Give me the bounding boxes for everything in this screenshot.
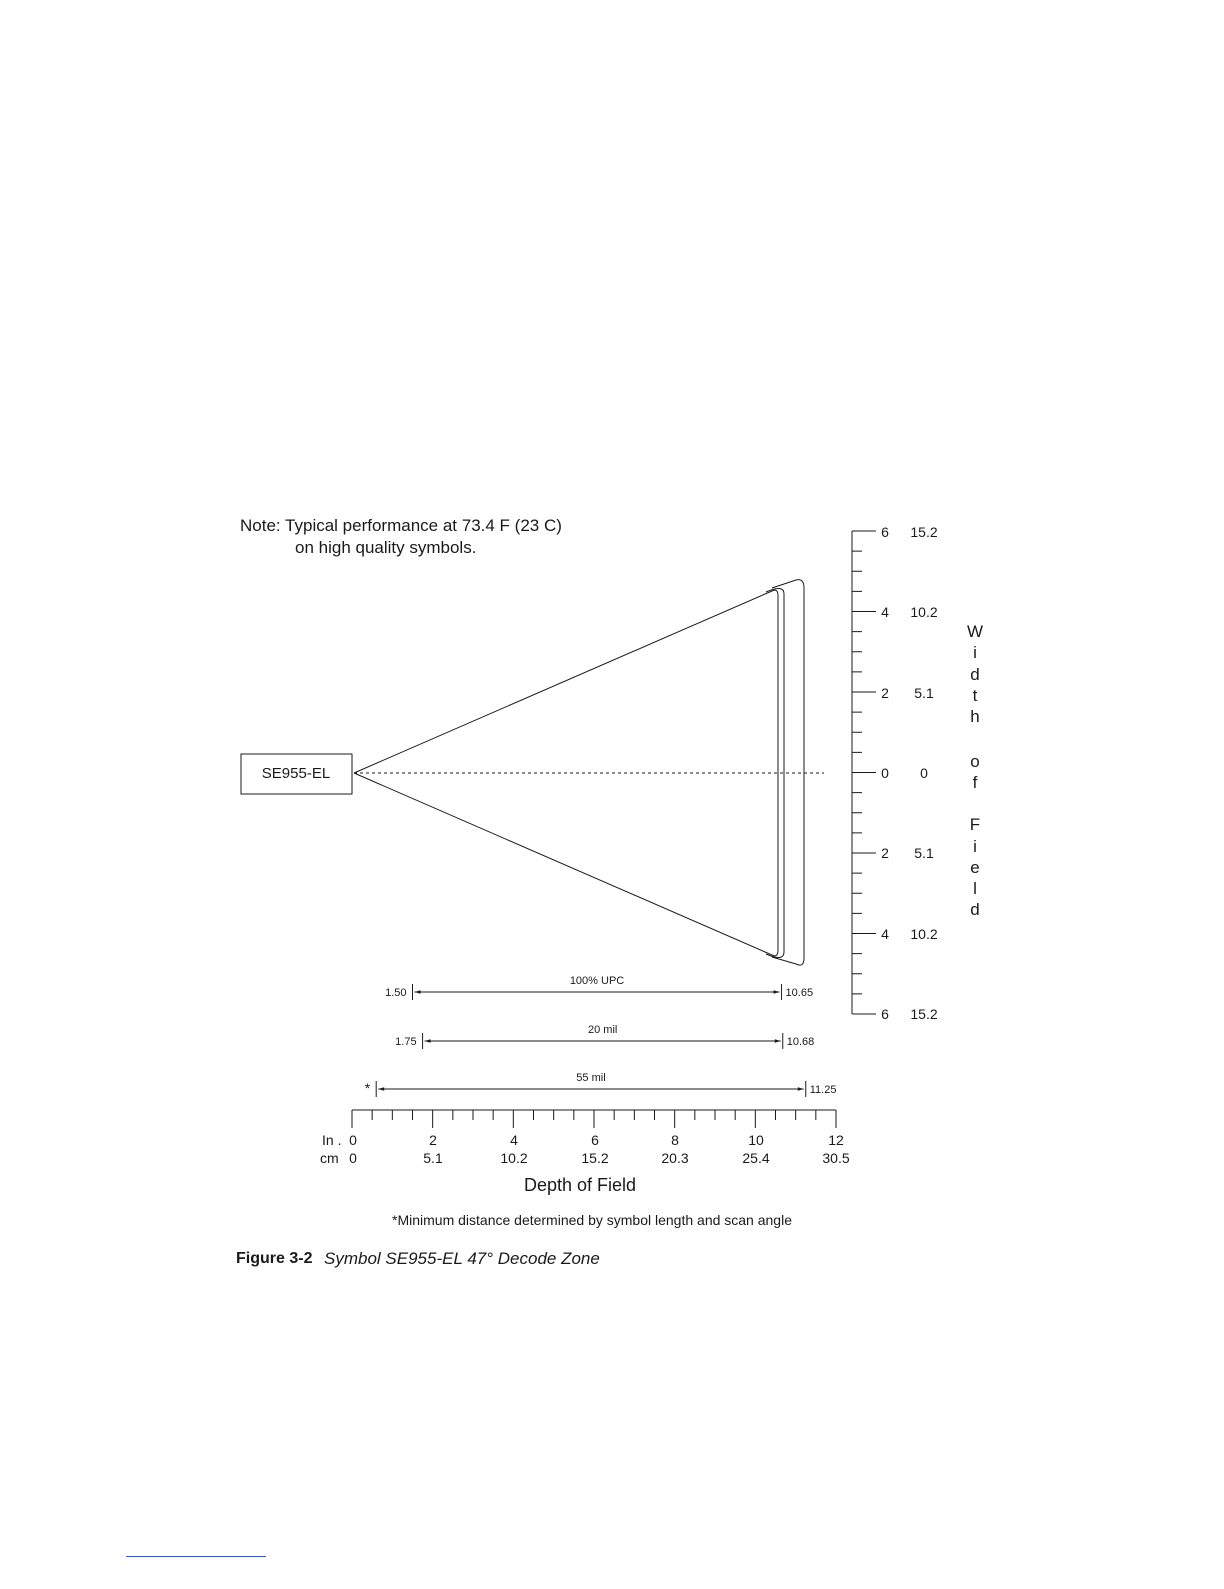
width-tick-label-cm: 15.2	[910, 524, 938, 540]
width-title-letter: l	[973, 879, 977, 898]
width-tick-label-cm: 10.2	[910, 604, 938, 620]
width-of-field-axis	[852, 531, 876, 1014]
width-tick-labels-cm	[910, 524, 937, 1022]
width-title-letter: W	[966, 622, 984, 641]
width-axis-title	[967, 622, 983, 919]
note-line-1: Note: Typical performance at 73.4 F (23 C)	[240, 516, 562, 535]
figure-number: Figure 3-2	[236, 1250, 313, 1267]
range-start-label: 1.75	[395, 1036, 417, 1048]
range-end-label: 10.68	[786, 1036, 815, 1048]
width-title-letter: o	[970, 752, 980, 771]
depth-unit-cm: cm	[320, 1150, 339, 1166]
width-tick-label-in: 4	[881, 926, 889, 942]
width-title-letter: t	[972, 686, 978, 705]
depth-tick-labels-in	[349, 1132, 844, 1148]
depth-tick-label-cm: 0	[349, 1150, 357, 1166]
depth-tick-label-in: 8	[671, 1132, 679, 1148]
footnote: *Minimum distance determined by symbol length and scan angle	[392, 1212, 792, 1228]
width-tick-label-in: 2	[881, 685, 889, 701]
depth-tick-label-in: 6	[591, 1132, 599, 1148]
scanner-label: SE955-EL	[261, 765, 331, 782]
range-name: 55 mil	[576, 1072, 606, 1084]
note-line-2: on high quality symbols.	[295, 538, 477, 557]
width-tick-label-cm: 10.2	[910, 926, 938, 942]
range-55-mil	[365, 1072, 837, 1097]
depth-tick-label-cm: 30.5	[822, 1150, 850, 1166]
width-title-letter: e	[970, 858, 980, 877]
width-tick-label-cm: 5.1	[914, 845, 934, 861]
footer-rule	[126, 1556, 266, 1557]
width-tick-label-in: 6	[881, 1006, 889, 1022]
depth-tick-labels-cm	[349, 1150, 850, 1166]
range-end-label: 11.25	[809, 1084, 837, 1096]
width-tick-label-cm: 15.2	[910, 1006, 938, 1022]
depth-of-field-axis	[352, 1110, 836, 1128]
range-name: 20 mil	[587, 1024, 618, 1036]
scan-fan	[354, 580, 804, 965]
depth-axis-title: Depth of Field	[523, 1175, 637, 1195]
range-20-mil	[395, 1024, 814, 1049]
depth-tick-label-cm: 5.1	[423, 1150, 443, 1166]
width-title-letter: i	[973, 643, 977, 662]
range-start-label: 1.50	[385, 987, 407, 999]
depth-tick-label-cm: 20.3	[661, 1150, 689, 1166]
width-title-letter: d	[970, 665, 980, 684]
depth-tick-label-in: 4	[510, 1132, 518, 1148]
fan-lower-edge	[354, 773, 772, 955]
width-tick-label-in: 6	[881, 524, 889, 540]
width-title-letter: f	[972, 773, 978, 792]
width-title-letter: i	[973, 837, 977, 856]
range-100-upc	[385, 975, 813, 1000]
fan-upper-edge	[354, 591, 772, 773]
width-tick-label-in: 0	[881, 765, 889, 781]
width-tick-label-cm: 0	[920, 765, 928, 781]
figure-title: Symbol SE955-EL 47° Decode Zone	[324, 1249, 600, 1268]
range-name: 100% UPC	[569, 975, 625, 987]
depth-tick-label-cm: 10.2	[500, 1150, 528, 1166]
width-tick-label-cm: 5.1	[914, 685, 934, 701]
range-end-label: 10.65	[785, 987, 814, 999]
depth-unit-in: In .	[322, 1132, 342, 1148]
width-title-letter: h	[970, 707, 980, 726]
width-title-letter: d	[970, 900, 980, 919]
width-tick-label-in: 2	[881, 845, 889, 861]
depth-tick-label-cm: 25.4	[742, 1150, 770, 1166]
depth-tick-label-in: 2	[429, 1132, 437, 1148]
width-tick-label-in: 4	[881, 604, 889, 620]
width-tick-labels-in	[881, 524, 889, 1022]
depth-tick-label-cm: 15.2	[581, 1150, 609, 1166]
depth-tick-label-in: 0	[349, 1132, 357, 1148]
decode-boundary-outer	[772, 580, 804, 965]
depth-tick-label-in: 12	[828, 1132, 844, 1148]
depth-tick-label-in: 10	[748, 1132, 764, 1148]
range-start-label: *	[364, 1080, 371, 1096]
width-title-letter: F	[969, 815, 981, 834]
